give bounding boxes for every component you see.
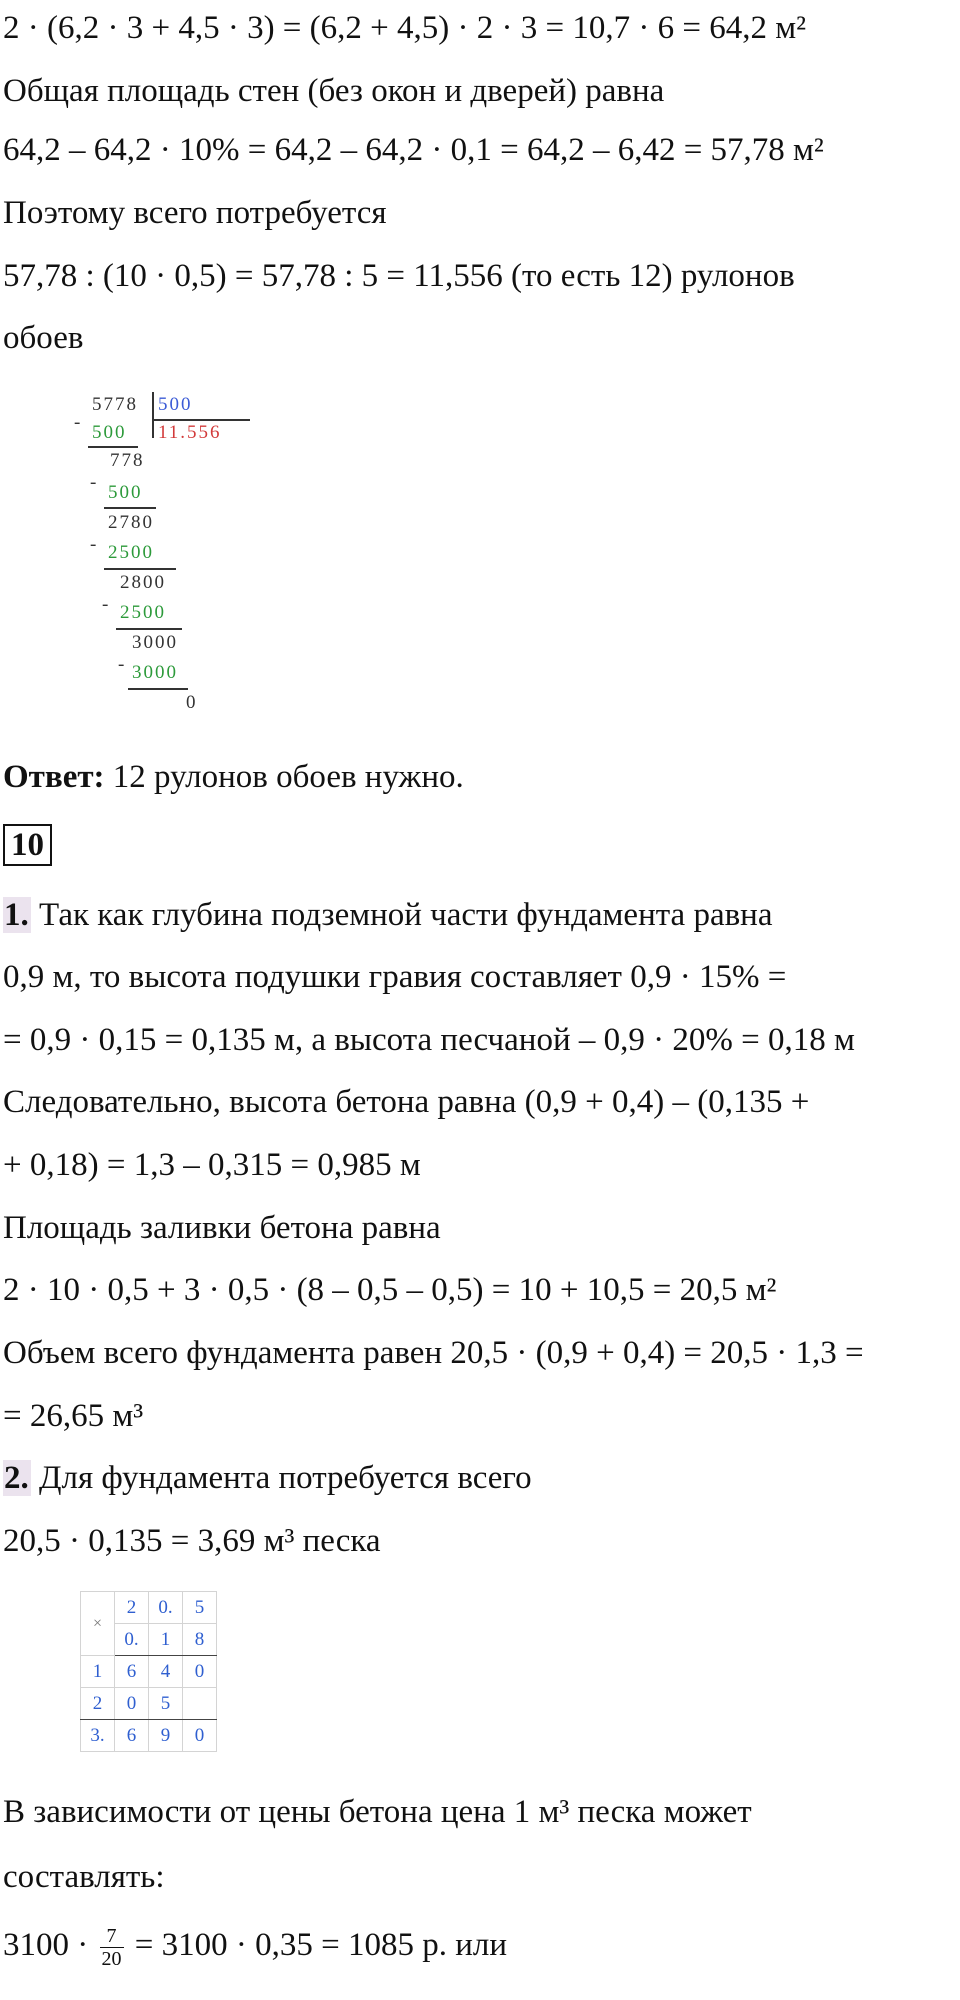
part1-number: 1. xyxy=(4,897,29,933)
tail-expr-start: 3100 · xyxy=(3,1927,97,1964)
division-divisor: 500 xyxy=(158,394,193,415)
division-divisor-underline xyxy=(154,419,250,421)
division-step-9: 3000 xyxy=(132,662,178,683)
part2-number: 2. xyxy=(4,1460,29,1496)
mult-cell: 0 xyxy=(183,1720,217,1752)
division-step-line xyxy=(128,688,188,690)
minus-sign: - xyxy=(102,594,111,615)
minus-sign: - xyxy=(90,534,99,555)
division-quotient: 11.556 xyxy=(158,422,222,443)
task-number-box: 10 xyxy=(3,824,52,866)
text-line-1: 2 · (6,2 · 3 + 4,5 · 3) = (6,2 + 4,5) · 2 · 3 = 10,7 · 6 = 64,2 м² xyxy=(3,10,806,46)
division-step-4: 2780 xyxy=(108,512,154,533)
text-line-2: Общая площадь стен (без окон и дверей) равна xyxy=(3,73,665,109)
tail-line-1: В зависимости от цены бетона цена 1 м³ песка может xyxy=(3,1794,752,1830)
fraction-numerator: 7 xyxy=(100,1925,124,1948)
part1-line-5: + 0,18) = 1,3 – 0,315 = 0,985 м xyxy=(3,1147,421,1183)
mult-row-4 xyxy=(81,1688,217,1720)
text-line-6: обоев xyxy=(3,320,84,356)
mult-cell: 0 xyxy=(115,1688,149,1720)
mult-cell: 4 xyxy=(149,1656,183,1688)
mult-cell: 0. xyxy=(149,1592,183,1624)
text-line-4: Поэтому всего потребуется xyxy=(3,195,387,231)
mult-cell: 6 xyxy=(115,1656,149,1688)
tail-expr-end: = 3100 · 0,35 = 1085 р. или xyxy=(126,1927,507,1964)
division-step-line xyxy=(104,568,176,570)
part2-text: Для фундамента потребуется всего xyxy=(30,1460,532,1496)
division-dividend: 5778 xyxy=(92,394,138,415)
division-step-8: 3000 xyxy=(132,632,178,653)
mult-cell: 3. xyxy=(81,1720,115,1752)
fraction xyxy=(100,1925,124,1970)
multiplication-grid xyxy=(80,1591,217,1752)
division-step-line xyxy=(104,507,156,509)
part2-line-1 xyxy=(3,1458,532,1498)
long-division xyxy=(70,388,270,733)
part1-line-8: Объем всего фундамента равен 20,5 · (0,9 + 0,4) = 20,5 · 1,3 = xyxy=(3,1335,864,1371)
division-step-6: 2800 xyxy=(120,572,166,593)
mult-row-1 xyxy=(81,1592,217,1624)
answer-line xyxy=(3,757,464,797)
tail-line-2: составлять: xyxy=(3,1859,165,1895)
mult-cell: 2 xyxy=(115,1592,149,1624)
mult-row-5 xyxy=(81,1720,217,1752)
part1-line-9: = 26,65 м³ xyxy=(3,1398,144,1434)
mult-row-3 xyxy=(81,1656,217,1688)
minus-sign: - xyxy=(74,412,83,433)
mult-cell: 0. xyxy=(115,1624,149,1656)
mult-cell: 9 xyxy=(149,1720,183,1752)
mult-cell: 6 xyxy=(115,1720,149,1752)
division-step-1: 500 xyxy=(92,422,127,443)
mult-cell: 8 xyxy=(183,1624,217,1656)
mult-cell: 2 xyxy=(81,1688,115,1720)
mult-cell: 1 xyxy=(149,1624,183,1656)
minus-sign: - xyxy=(90,472,99,493)
task-number-line xyxy=(3,824,52,866)
division-step-5: 2500 xyxy=(108,542,154,563)
part1-line-4: Следовательно, высота бетона равна (0,9 + 0,4) – (0,135 + xyxy=(3,1084,810,1120)
division-step-3: 500 xyxy=(108,482,143,503)
part2-line-2: 20,5 · 0,135 = 3,69 м³ песка xyxy=(3,1523,381,1559)
division-step-line xyxy=(116,628,182,630)
part1-line-3: = 0,9 · 0,15 = 0,135 м, а высота песчаной – 0,9 · 20% = 0,18 м xyxy=(3,1022,855,1058)
division-remainder: 0 xyxy=(186,692,198,713)
mult-cell: 1 xyxy=(81,1656,115,1688)
division-step-2: 778 xyxy=(110,450,145,471)
part1-line-6: Площадь заливки бетона равна xyxy=(3,1210,441,1246)
part1-line-2: 0,9 м, то высота подушки гравия составляет 0,9 · 15% = xyxy=(3,959,787,995)
division-step-line xyxy=(88,446,138,448)
mult-cell xyxy=(183,1688,217,1720)
tail-line-3 xyxy=(3,1925,507,1970)
text-line-3: 64,2 – 64,2 · 10% = 64,2 – 64,2 · 0,1 = 64,2 – 6,42 = 57,78 м² xyxy=(3,132,824,168)
division-step-7: 2500 xyxy=(120,602,166,623)
part1-line-7: 2 · 10 · 0,5 + 3 · 0,5 · (8 – 0,5 – 0,5) = 10 + 10,5 = 20,5 м² xyxy=(3,1272,777,1308)
answer-text: 12 рулонов обоев нужно. xyxy=(104,759,464,795)
multiply-sign: × xyxy=(81,1592,115,1656)
part1-text: Так как глубина подземной части фундамента равна xyxy=(30,897,773,933)
mult-cell: 5 xyxy=(149,1688,183,1720)
text-line-5: 57,78 : (10 · 0,5) = 57,78 : 5 = 11,556 (то есть 12) рулонов xyxy=(3,258,795,294)
minus-sign: - xyxy=(118,654,127,675)
mult-cell: 5 xyxy=(183,1592,217,1624)
part1-line-1 xyxy=(3,895,773,935)
answer-label: Ответ: xyxy=(3,759,105,795)
fraction-denominator: 20 xyxy=(101,1948,122,1970)
division-vertical-bar xyxy=(152,392,154,438)
mult-cell: 0 xyxy=(183,1656,217,1688)
